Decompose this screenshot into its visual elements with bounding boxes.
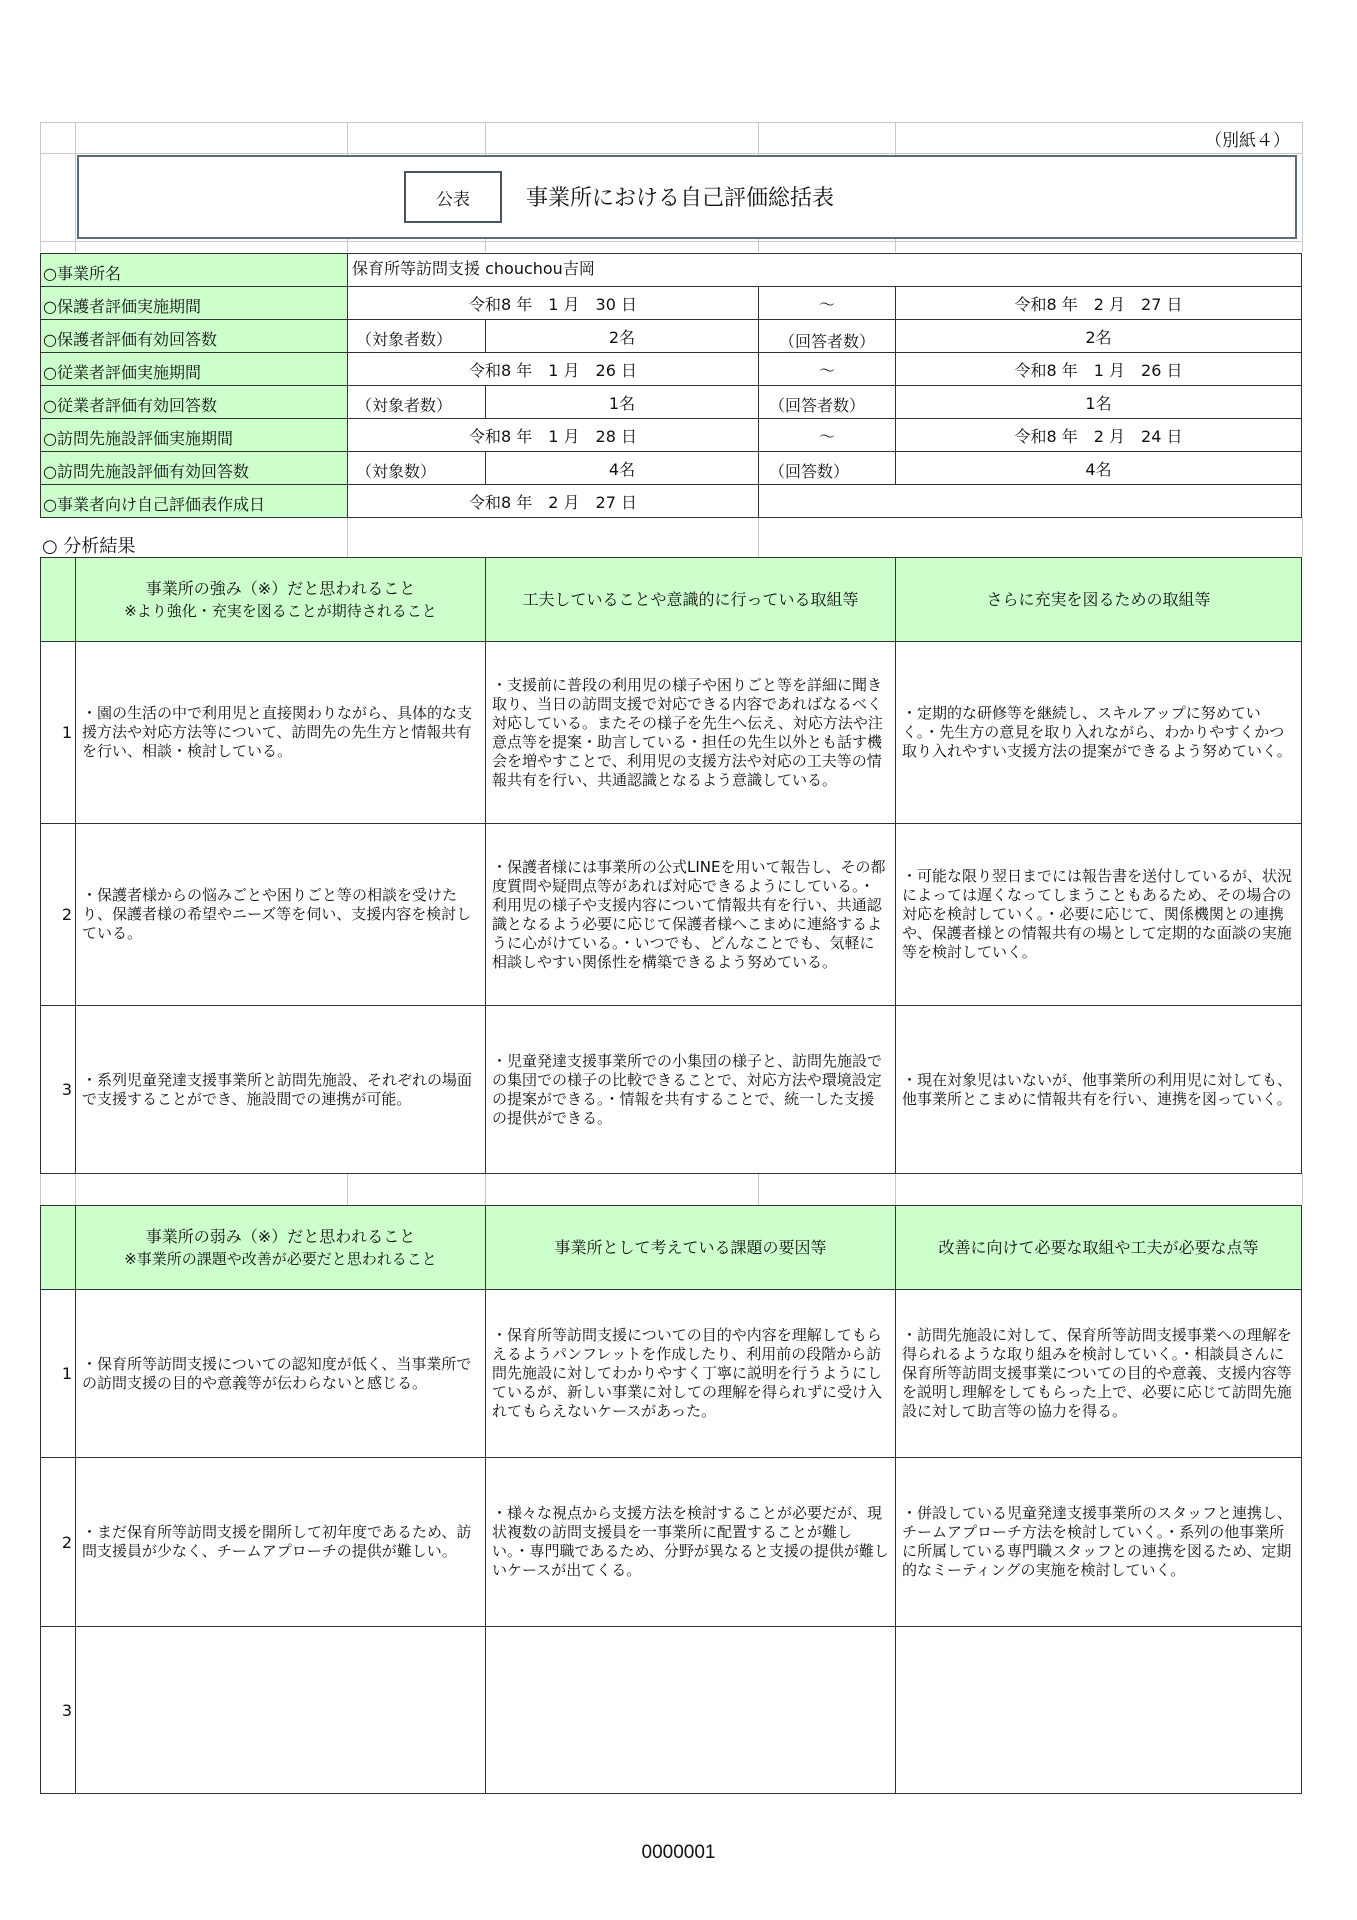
parent-eval-end-date: 令和8 年 2 月 27 日 [895, 286, 1302, 320]
gridline [485, 1173, 486, 1205]
parent-eval-start-date: 令和8 年 1 月 30 日 [347, 286, 759, 320]
period-separator: ～ [758, 418, 896, 452]
facility-respondent-value: 4名 [895, 451, 1302, 485]
created-date-value: 令和8 年 2 月 27 日 [347, 484, 759, 518]
period-separator: ～ [758, 286, 896, 320]
facility-target-value: 4名 [485, 451, 759, 485]
staff-respondent-label: （回答者数） [758, 385, 896, 419]
parent-target-label: （対象者数） [347, 319, 486, 353]
staff-eval-end-date: 令和8 年 1 月 26 日 [895, 352, 1302, 386]
gridline [40, 1173, 41, 1205]
strengths-header-main: 事業所の強み（※）だと思われること [145, 578, 416, 598]
staff-target-label: （対象者数） [347, 385, 486, 419]
weaknesses-header-main: 事業所の弱み（※）だと思われること [145, 1226, 416, 1246]
parent-respondent-label: （回答者数） [758, 319, 896, 353]
gridline [347, 517, 348, 557]
strengths-header-col1 [75, 557, 486, 642]
staff-responses-label: ○従業者評価有効回答数 [40, 385, 348, 419]
facility-respondent-label: （回答数） [758, 451, 896, 485]
row-number: 1 [40, 641, 76, 824]
period-separator: ～ [758, 352, 896, 386]
strength-improvement-cell: ・現在対象児はいないが、他事業所の利用児に対しても、他事業所とこまめに情報共有を行い、連携を図っていく。 [895, 1005, 1302, 1174]
strength-improvement-cell: ・可能な限り翌日までには報告書を送付しているが、状況によっては遅くなってしまうこともあるため、その場合の対応を検討していく。・必要に応じて、関係機関との連携や、保護者様との情報共有の場として定期的な面談の実施等を検討していく。 [895, 823, 1302, 1006]
strength-improvement-cell: ・定期的な研修等を継続し、スキルアップに努めていく。・先生方の意見を取り入れながら、わかりやすくかつ取り入れやすい支援方法の提案ができるよう努めていく。 [895, 641, 1302, 824]
staff-respondent-value: 1名 [895, 385, 1302, 419]
parent-responses-label: ○保護者評価有効回答数 [40, 319, 348, 353]
gridline [1302, 122, 1303, 252]
weakness-improvement-cell [895, 1626, 1302, 1794]
gridline [40, 122, 41, 252]
row-number: 1 [40, 1289, 76, 1458]
weaknesses-header-col2: 事業所として考えている課題の要因等 [485, 1205, 896, 1290]
row-number: 2 [40, 823, 76, 1006]
analysis-heading: ○ 分析結果 [42, 536, 136, 557]
gridline [75, 1173, 76, 1205]
strength-effort-cell: ・支援前に普段の利用児の様子や困りごと等を詳細に聞き取り、当日の訪問支援で対応できる内容であればなるべく対応している。またその様子を先生へ伝え、対応方法や注意点等を提案・助言している・担任の先生以外とも話す機会を増やすことで、利用児の支援方法や対応の工夫等の情報共有を行い、共通認識となるよう意識している。 [485, 641, 896, 824]
row-number: 2 [40, 1457, 76, 1627]
weakness-cell [75, 1626, 486, 1794]
weakness-cell: ・保育所等訪問支援についての認知度が低く、当事業所での訪問支援の目的や意義等が伝わらないと感じる。 [75, 1289, 486, 1458]
weakness-improvement-cell: ・併設している児童発達支援事業所のスタッフと連携し、チームアプローチ方法を検討していく。・系列の他事業所に所属している専門職スタッフとの連携を図るため、定期的なミーティングの実施を検討していく。 [895, 1457, 1302, 1627]
weakness-cause-cell [485, 1626, 896, 1794]
annex-label: （別紙４） [1205, 131, 1290, 151]
weakness-cause-cell: ・様々な視点から支援方法を検討することが必要だが、現状複数の訪問支援員を一事業所に配置することが難しい。・専門職であるため、分野が異なると支援の提供が難しいケースが出てくる。 [485, 1457, 896, 1627]
gridline [895, 1173, 896, 1205]
office-name-value: 保育所等訪問支援 chouchou吉岡 [347, 253, 1302, 287]
strengths-header-sub: ※より強化・充実を図ることが期待されること [124, 601, 437, 620]
gridline [40, 153, 1302, 154]
number-header [40, 1205, 76, 1290]
gridline [75, 122, 76, 252]
gridline [40, 241, 1302, 242]
weaknesses-header-col1 [75, 1205, 486, 1290]
staff-eval-start-date: 令和8 年 1 月 26 日 [347, 352, 759, 386]
strength-cell: ・系列児童発達支援事業所と訪問先施設、それぞれの場面で支援することができ、施設間での連携が可能。 [75, 1005, 486, 1174]
created-date-label: ○事業者向け自己評価表作成日 [40, 484, 348, 518]
staff-target-value: 1名 [485, 385, 759, 419]
page-title: 事業所における自己評価総括表 [526, 186, 835, 211]
facility-eval-period-label: ○訪問先施設評価実施期間 [40, 418, 348, 452]
public-badge: 公表 [404, 171, 502, 223]
facility-responses-label: ○訪問先施設評価有効回答数 [40, 451, 348, 485]
row-number: 3 [40, 1626, 76, 1794]
parent-respondent-value: 2名 [895, 319, 1302, 353]
parent-target-value: 2名 [485, 319, 759, 353]
gridline [1302, 517, 1303, 557]
strength-effort-cell: ・児童発達支援事業所での小集団の様子と、訪問先施設での集団での様子の比較できることで、対応方法や環境設定の提案ができる。・情報を共有することで、統一した支援の提供ができる。 [485, 1005, 896, 1174]
strengths-header-col2: 工夫していることや意識的に行っている取組等 [485, 557, 896, 642]
weakness-cause-cell: ・保育所等訪問支援についての目的や内容を理解してもらえるようパンフレットを作成したり、利用前の段階から訪問先施設に対してわかりやすく丁寧に説明を行うようにしているが、新しい事業に対しての理解を得られずに受け入れてもらえないケースがあった。 [485, 1289, 896, 1458]
weaknesses-header-sub: ※事業所の課題や改善が必要だと思われること [124, 1249, 437, 1268]
strength-cell: ・保護者様からの悩みごとや困りごと等の相談を受けたり、保護者様の希望やニーズ等を伺い、支援内容を検討している。 [75, 823, 486, 1006]
staff-eval-period-label: ○従業者評価実施期間 [40, 352, 348, 386]
parent-eval-period-label: ○保護者評価実施期間 [40, 286, 348, 320]
facility-eval-end-date: 令和8 年 2 月 24 日 [895, 418, 1302, 452]
strengths-header-col3: さらに充実を図るための取組等 [895, 557, 1302, 642]
office-name-label: ○事業所名 [40, 253, 348, 287]
gridline [347, 1173, 348, 1205]
gridline [758, 517, 759, 557]
weaknesses-header-col3: 改善に向けて必要な取組や工夫が必要な点等 [895, 1205, 1302, 1290]
strength-effort-cell: ・保護者様には事業所の公式LINEを用いて報告し、その都度質問や疑問点等があれば対応できるようにしている。・利用児の様子や支援内容について情報共有を行い、共通認識となるよう必要に応じて保護者様へこまめに連絡するように心がけている。・いつでも、どんなことでも、気軽に相談しやすい関係性を構築できるよう努めている。 [485, 823, 896, 1006]
page-number: 0000001 [641, 1842, 716, 1863]
facility-eval-start-date: 令和8 年 1 月 28 日 [347, 418, 759, 452]
row-number: 3 [40, 1005, 76, 1174]
title-box [77, 155, 1297, 239]
strength-cell: ・園の生活の中で利用児と直接関わりながら、具体的な支援方法や対応方法等について、訪問先の先生方と情報共有を行い、相談・検討している。 [75, 641, 486, 824]
weakness-cell: ・まだ保育所等訪問支援を開所して初年度であるため、訪問支援員が少なく、チームアプローチの提供が難しい。 [75, 1457, 486, 1627]
facility-target-label: （対象数） [347, 451, 486, 485]
weakness-improvement-cell: ・訪問先施設に対して、保育所等訪問支援事業への理解を得られるような取り組みを検討していく。・相談員さんに保育所等訪問支援事業についての目的や意義、支援内容等を説明し理解をしてもらった上で、必要に応じて訪問先施設に対して助言等の協力を得る。 [895, 1289, 1302, 1458]
gridline [758, 1173, 759, 1205]
number-header [40, 557, 76, 642]
empty-cell [758, 484, 1302, 518]
gridline [1302, 1173, 1303, 1205]
gridline [40, 122, 1302, 123]
